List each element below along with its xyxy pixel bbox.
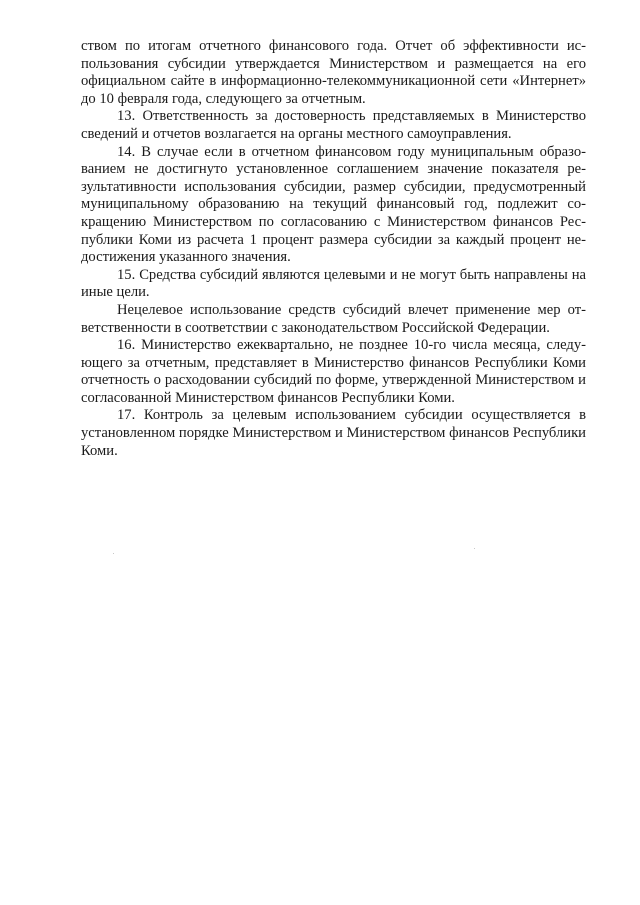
document-body xyxy=(81,38,586,460)
scan-speck xyxy=(474,548,475,549)
paragraph-14: 14. В случае если в отчетном финансовом году муниципальным образованием не достигнуто установленное соглашением значение показателя результативности использования субсидии, размер субсидии, предусмотренный муниципальному образованию на текущий финансовый год, подлежит сокращению Министерством по согласованию с Министерством финансов Республики Коми из расчета 1 процент размера субсидии за каждый процент недостижения указанного значения. xyxy=(81,143,586,266)
paragraph-13: 13. Ответственность за достоверность представляемых в Министерство сведений и отчетов возлагается на органы местного самоуправления. xyxy=(81,108,586,142)
paragraph-17: 17. Контроль за целевым использованием субсидии осуществляется в установленном порядке Министерством и Министерством финансов Республики Коми. xyxy=(81,407,586,459)
paragraph-15-misuse: Нецелевое использование средств субсидий влечет применение мер ответственности в соответствии с законодательством Российской Федерации. xyxy=(81,301,586,336)
scan-speck xyxy=(113,553,114,554)
paragraph-15: 15. Средства субсидий являются целевыми и не могут быть направлены на иные цели. xyxy=(81,266,586,301)
paragraph-16: 16. Министерство ежеквартально, не позднее 10-го числа месяца, следующего за отчетным, представляет в Министерство финансов Республики Коми отчетность о расходовании субсидий по форме, утвержденной Министерством и согласованной Министерством финансов Республики Коми. xyxy=(81,337,586,406)
paragraph-12-continuation: ством по итогам отчетного финансового года. Отчет об эффективности использования субсидии утверждается Министерством и размещается на его официальном сайте в информационно-телекоммуникационной сети «Интернет» до 10 февраля года, следующего за отчетным. xyxy=(81,38,586,107)
